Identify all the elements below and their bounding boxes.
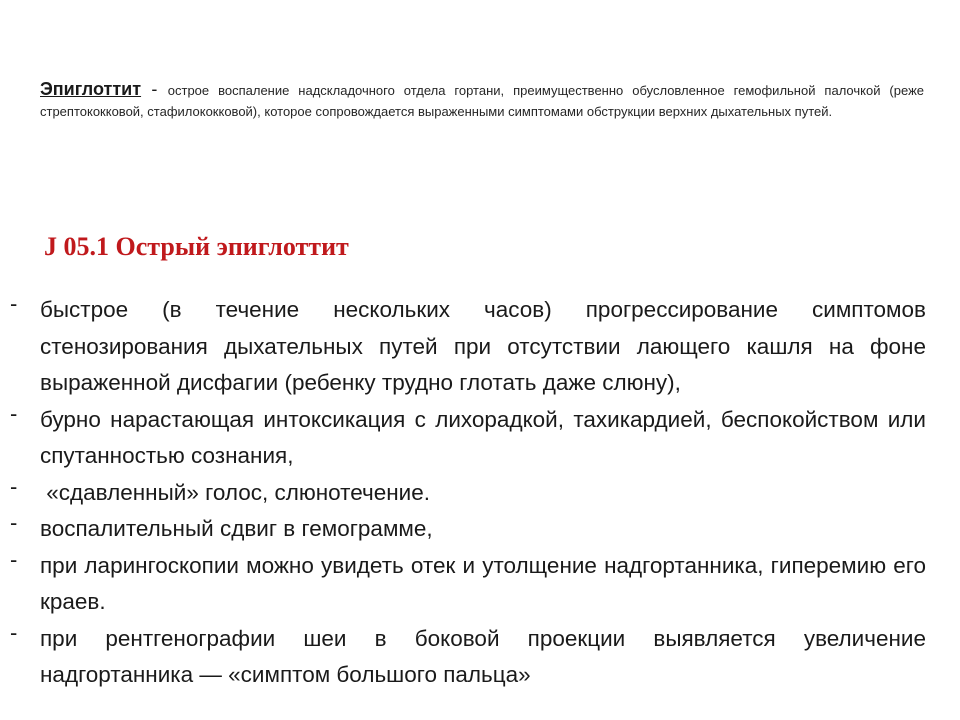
list-item-text: быстрое (в течение нескольких часов) прогрессирование симптомов стенозирования дыхательных путей при отсутствии лающего кашля на фоне выраженной дисфагии (ребенку трудно глотать даже слюну), — [40, 297, 926, 395]
list-item — [10, 511, 926, 548]
bullet-marker: - — [10, 546, 18, 572]
definition-separator: - — [141, 79, 168, 99]
definition-text: острое воспаление надскладочного отдела гортани, преимущественно обусловленное гемофильной палочкой (реже стрептококковой, стафилококковой), которое сопровождается выраженными симптомами обструкции верхних дыхательных путей. — [40, 83, 924, 119]
definition-term: Эпиглоттит — [40, 79, 142, 99]
definition-paragraph — [40, 79, 924, 122]
list-item-text: при ларингоскопии можно увидеть отек и утолщение надгортанника, гиперемию его краев. — [40, 552, 926, 614]
bullet-marker: - — [10, 619, 18, 645]
bullet-marker: - — [10, 400, 18, 426]
list-item — [10, 621, 926, 694]
list-item-text: бурно нарастающая интоксикация с лихорадкой, тахикардией, беспокойством или спутанностью сознания, — [40, 406, 926, 468]
list-item-text: воспалительный сдвиг в гемограмме, — [40, 516, 433, 541]
list-item-text: «сдавленный» голос, слюнотечение. — [40, 479, 430, 505]
list-item — [10, 292, 926, 402]
list-item — [10, 402, 926, 475]
diagnosis-code-title: J 05.1 Острый эпиглоттит — [44, 232, 349, 261]
symptom-list — [10, 292, 926, 694]
bullet-marker: - — [10, 473, 18, 499]
list-item — [10, 548, 926, 621]
bullet-marker: - — [10, 291, 18, 316]
bullet-marker: - — [10, 510, 18, 535]
list-item — [10, 475, 926, 512]
list-item-text: при рентгенографии шеи в боковой проекции выявляется увеличение надгортанника — «симптом большого пальца» — [40, 625, 926, 687]
